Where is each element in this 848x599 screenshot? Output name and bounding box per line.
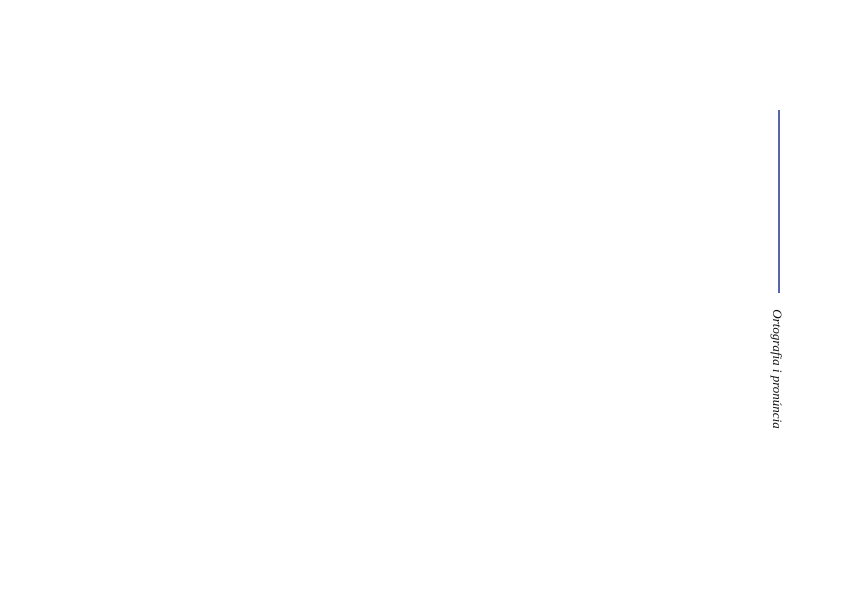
running-header-title: Ortografia i pronúncia (770, 309, 785, 429)
header-rule (778, 110, 780, 293)
